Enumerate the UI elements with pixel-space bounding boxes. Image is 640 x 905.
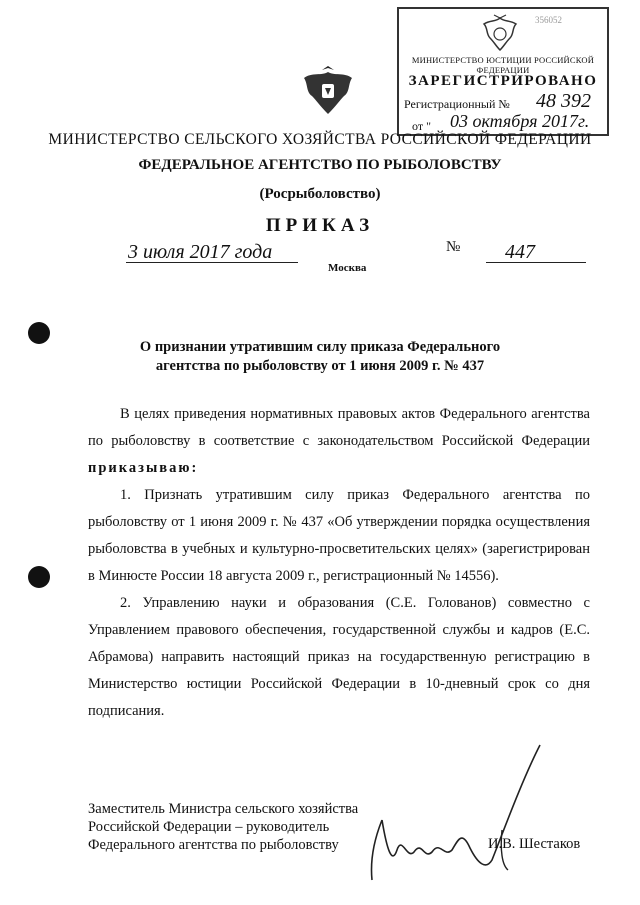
document-type: ПРИКАЗ [265, 215, 375, 236]
title-line-2: агентства по рыболовству от 1 июня 2009 г. № 437 [155, 358, 485, 374]
title-line-1: О признании утратившим силу приказа Федерального [139, 339, 501, 355]
signer-title-line-3: Федерального агентства по рыболовству [88, 837, 339, 853]
document-number: 447 [505, 241, 535, 263]
signature-block [88, 800, 358, 854]
agency-name: ФЕДЕРАЛЬНОЕ АГЕНТСТВО ПО РЫБОЛОВСТВУ [138, 157, 502, 173]
intro-emphasis: приказываю: [88, 460, 199, 476]
handwritten-signature [352, 740, 552, 890]
document-body [88, 401, 590, 725]
stamp-registered: ЗАРЕГИСТРИРОВАНО [408, 73, 598, 89]
stamp-regnum-label: Регистрационный № [404, 97, 510, 111]
emblem-icon [476, 12, 524, 54]
intro-paragraph [88, 401, 590, 482]
signer-title-line-2: Российской Федерации – руководитель [88, 819, 330, 835]
signer-name: И.В. Шестаков [488, 836, 581, 852]
signer-title-line-1: Заместитель Министра сельского хозяйства [88, 801, 359, 817]
city: Москва [328, 262, 367, 274]
number-sign: № [446, 239, 461, 255]
coat-of-arms-icon [300, 62, 356, 120]
agency-short-name: (Росрыболовство) [259, 186, 381, 202]
stamp-ministry: МИНИСТЕРСТВО ЮСТИЦИИ РОССИЙСКОЙ ФЕДЕРАЦИИ [411, 55, 595, 75]
ministry-name: МИНИСТЕРСТВО СЕЛЬСКОГО ХОЗЯЙСТВА РОССИЙСКОЙ ФЕДЕРАЦИИ [48, 131, 592, 148]
document-date: 3 июля 2017 года [128, 241, 273, 263]
number-underline [486, 262, 586, 263]
stamp-regnum-value: 48 392 [536, 90, 591, 112]
item-2: 2. Управлению науки и образования (С.Е. Голованов) совместно с Управлением правового обеспечения, государственной службы и кадров (Е.С. Абрамова) направить настоящий приказ на государственную регистрацию в Министерство юстиции Российской Федерации в 10-дневный срок со дня подписания. [88, 595, 590, 719]
stamp-date-label: от " [412, 119, 431, 133]
intro-text: В целях приведения нормативных правовых актов Федерального агентства по рыболовству в соответствие с законодательством Российской Федерации [88, 406, 590, 449]
stamp-faded-text: 356052 [535, 15, 562, 25]
punch-hole [28, 566, 50, 588]
document-title [0, 338, 640, 376]
stamp-date-value: 03 октября 2017г. [450, 111, 590, 131]
date-underline [126, 262, 298, 263]
item-1: 1. Признать утратившим силу приказ Федерального агентства по рыболовству от 1 июня 2009 г. № 437 «Об утверждении порядка осуществления рыболовства в учебных и культурно-просветительских целях» (зарегистрирован в Минюсте России 18 августа 2009 г., регистрационный № 14556). [88, 487, 590, 584]
